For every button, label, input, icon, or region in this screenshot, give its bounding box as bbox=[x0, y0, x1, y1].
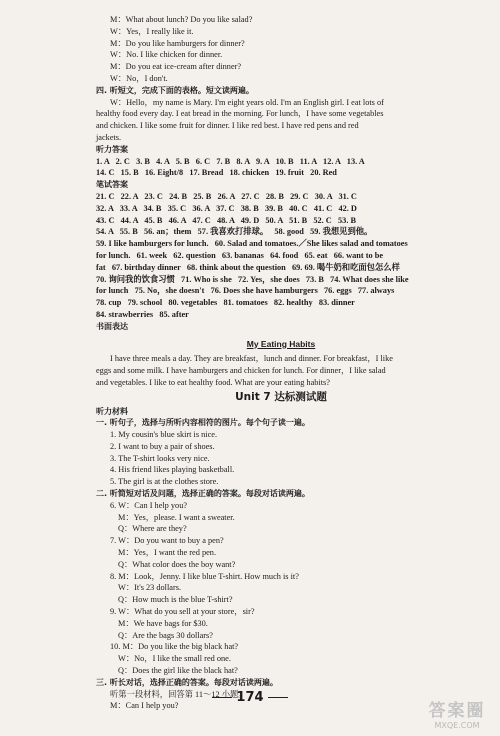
answer-line: for lunch. 61. week 62. question 63. bananas 64. food 65. eat 66. want to be bbox=[96, 250, 384, 260]
page-number-text: 174 bbox=[236, 690, 264, 705]
page-number-dash-left bbox=[212, 697, 232, 698]
part-1-item: 2. I want to buy a pair of shoes. bbox=[110, 441, 215, 451]
part-2-dialogues bbox=[96, 500, 466, 677]
listening-answers-heading: 听力答案 bbox=[96, 144, 128, 154]
dialogue-line: 听第一段材料，回答第 11～12 小题。 bbox=[110, 689, 247, 699]
dialogue-line: W：Yes，I really like it. bbox=[110, 26, 194, 36]
watermark-logo bbox=[420, 696, 494, 732]
passage-line: and chicken. I like some fruit for dinner. I like red best. I have red pens and red bbox=[96, 121, 359, 131]
part-2-heading: 二. 听简短对话及问题，选择正确的答案。每段对话读两遍。 bbox=[96, 489, 310, 499]
dialogue-line: W：No，I like the small red one. bbox=[118, 654, 231, 664]
written-answers-heading: 笔试答案 bbox=[96, 180, 128, 190]
page-number-dash-right bbox=[268, 697, 288, 698]
dialogue-line: 8. M：Look，Jenny. I like blue T-shirt. How much is it? bbox=[110, 571, 299, 581]
part-1-item: 3. The T-shirt looks very nice. bbox=[110, 453, 210, 463]
dialogue-line: M：What about lunch? Do you like salad? bbox=[110, 15, 253, 24]
watermark-bottom: MXQE.COM bbox=[434, 721, 480, 730]
answer-line: 21. C 22. A 23. C 24. B 25. B 26. A 27. C 28. B 29. C 30. A 31. C bbox=[96, 191, 357, 201]
answer-line: 1. A 2. C 3. B 4. A 5. B 6. C 7. B 8. A 9. A 10. B 11. A 12. A 13. A bbox=[96, 156, 365, 166]
dialogue-line: Q：Where are they? bbox=[118, 524, 187, 534]
section-4-heading: 四. 听短文，完成下面的表格。短文读两遍。 bbox=[96, 85, 254, 95]
answer-line: 70. 询问我的饮食习惯 71. Who is she 72. Yes，she does 73. B 74. What does she like bbox=[96, 274, 409, 284]
essay-title: My Eating Habits bbox=[246, 338, 316, 349]
answer-line: 43. C 44. A 45. B 46. A 47. C 48. A 49. D 50. A 51. B 52. C 53. B bbox=[96, 215, 356, 225]
dialogue-line: M：We have bags for $30. bbox=[118, 618, 208, 628]
passage-line: W：Hello，my name is Mary. I'm eight years old. I'm an English girl. I eat lots of bbox=[110, 97, 384, 107]
unit-title: Unit 7 达标测试题 bbox=[235, 390, 327, 403]
listening-material-heading: 听力材料 bbox=[96, 406, 128, 416]
part-3-heading: 三. 听长对话，选择正确的答案。每段对话读两遍。 bbox=[96, 677, 278, 687]
dialogue-line: 6. W：Can I help you? bbox=[110, 500, 188, 510]
answer-line: 84. strawberries 85. after bbox=[96, 309, 189, 319]
answer-line: 14. C 15. B 16. Eight/8 17. Bread 18. chicken 19. fruit 20. Red bbox=[96, 168, 337, 178]
passage-line: jackets. bbox=[96, 132, 122, 142]
dialogue-line: M：Yes，I want the red pen. bbox=[118, 548, 217, 558]
dialogue-line: W：No. I like chicken for dinner. bbox=[110, 50, 223, 60]
top-dialogue bbox=[96, 14, 466, 85]
essay-line: I have three meals a day. They are breakfast，lunch and dinner. For breakfast，I like bbox=[110, 354, 393, 364]
dialogue-line: M：Do you eat ice-cream after dinner? bbox=[110, 62, 242, 72]
essay-line: and vegetables. I like to eat healthy food. What are your eating habits? bbox=[96, 377, 330, 387]
dialogue-line: M：Yes，please. I want a sweater. bbox=[118, 512, 235, 522]
dialogue-line: Q：How much is the blue T-shirt? bbox=[118, 595, 233, 605]
passage bbox=[96, 97, 466, 144]
dialogue-line: M：Can I help you? bbox=[110, 701, 179, 711]
answer-line: 54. A 55. B 56. an；them 57. 我喜欢打排球。 58. good 59. 我想见到他。 bbox=[96, 227, 373, 237]
watermark-top: 答案圈 bbox=[428, 701, 486, 721]
part-1-item: 4. His friend likes playing basketball. bbox=[110, 465, 235, 475]
part-1-heading: 一. 听句子，选择与所听内容相符的图片。每个句子读一遍。 bbox=[96, 418, 310, 428]
essay-line: eggs and some milk. I have hamburgers and chicken for lunch. For dinner，I like salad bbox=[96, 366, 386, 376]
dialogue-line: 10. M：Do you like the big black hat? bbox=[110, 642, 239, 652]
answer-line: 59. I like hamburgers for lunch. 60. Salad and tomatoes.／She likes salad and tomatoes bbox=[96, 239, 408, 249]
passage-line: healthy food every day. I eat bread in the morning. For lunch，I have some vegetables bbox=[96, 109, 384, 119]
dialogue-line: Q：Are the bags 30 dollars? bbox=[118, 630, 213, 640]
answer-line: fat 67. birthday dinner 68. think about the question 69. 69. 喝牛奶和吃面包怎么样 bbox=[96, 262, 400, 272]
answer-line: 78. cup 79. school 80. vegetables 81. tomatoes 82. healthy 83. dinner bbox=[96, 298, 355, 308]
dialogue-line: 9. W：What do you sell at your store，sir? bbox=[110, 607, 255, 617]
answer-line: 32. A 33. A 34. B 35. C 36. A 37. C 38. B 39. B 40. C 41. C 42. D bbox=[96, 203, 357, 213]
dialogue-line: W：It's 23 dollars. bbox=[118, 583, 182, 593]
dialogue-line: Q：Does the girl like the black hat? bbox=[118, 666, 238, 676]
dialogue-line: W：No，I don't. bbox=[110, 73, 168, 83]
answer-line: for lunch 75. No，she doesn't 76. Does she have hamburgers 76. eggs 77. always bbox=[96, 286, 395, 296]
writing-heading: 书面表达 bbox=[96, 321, 128, 331]
part-1-item: 5. The girl is at the clothes store. bbox=[110, 477, 219, 487]
dialogue-line: Q：What color does the boy want? bbox=[118, 559, 236, 569]
answer-page bbox=[96, 14, 466, 712]
part-1-item: 1. My cousin's blue skirt is nice. bbox=[110, 430, 218, 440]
dialogue-line: M：Do you like hamburgers for dinner? bbox=[110, 38, 245, 48]
dialogue-line: 7. W：Do you want to buy a pen? bbox=[110, 536, 224, 546]
